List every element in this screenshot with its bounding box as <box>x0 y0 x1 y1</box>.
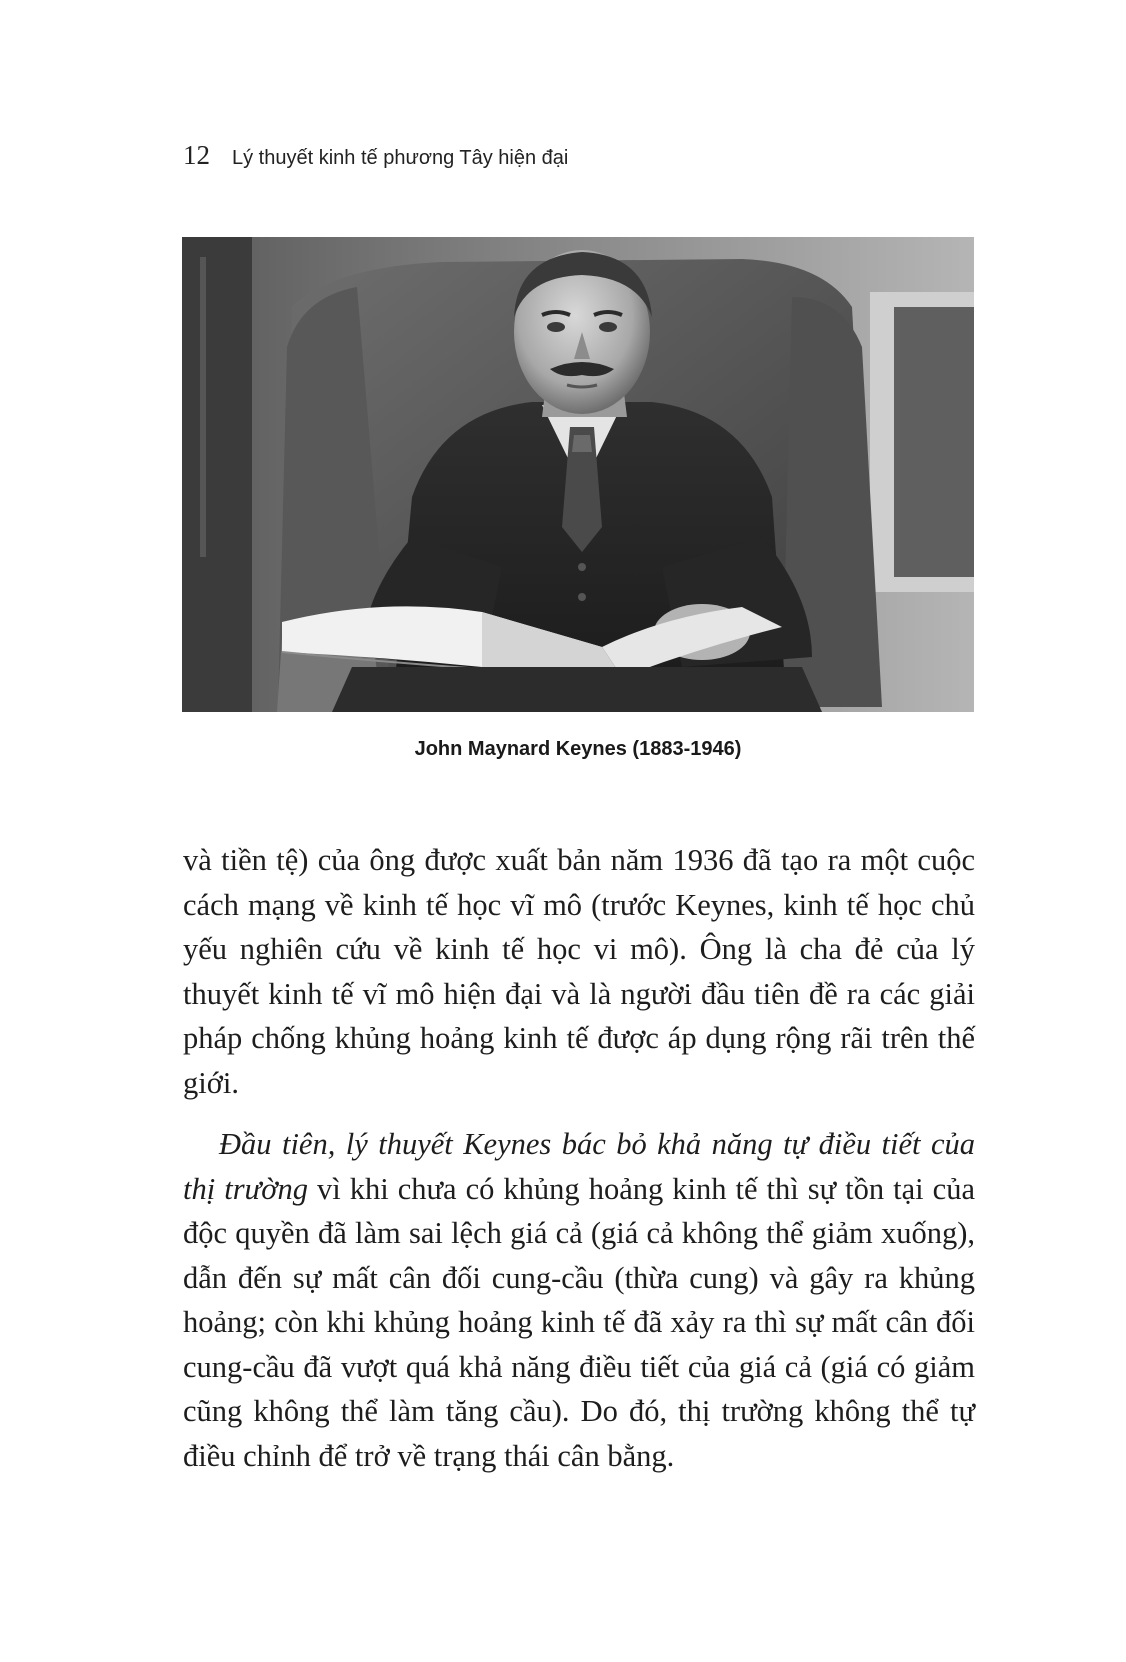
paragraph-2-italic-lead: Đầu tiên, lý thuyết Keynes bác bỏ khả năng tự điều tiết của thị trường <box>183 1127 975 1206</box>
portrait-illustration <box>182 237 974 712</box>
paragraph-2-rest: vì khi chưa có khủng hoảng kinh tế thì sự tồn tại của độc quyền đã làm sai lệch giá cả (giá cả không thể giảm xuống), dẫn đến sự mất cân đối cung-cầu (thừa cung) và gây ra khủng hoảng; còn khi khủng hoảng kinh tế đã xảy ra thì sự mất cân đối cung-cầu đã vượt quá khả năng điều tiết của giá cả (giá có giảm cũng không thể làm tăng cầu). Do đó, thị trường không thể tự điều chỉnh để trở về trạng thái cân bằng. <box>183 1171 975 1473</box>
body-text <box>183 838 975 1478</box>
page-number: 12 <box>183 140 210 170</box>
paragraph-1: và tiền tệ) của ông được xuất bản năm 1936 đã tạo ra một cuộc cách mạng về kinh tế học vĩ mô (trước Keynes, kinh tế học chủ yếu nghiên cứu về kinh tế học vi mô). Ông là cha đẻ của lý thuyết kinh tế vĩ mô hiện đại và là người đầu tiên đề ra các giải pháp chống khủng hoảng kinh tế được áp dụng rộng rãi trên thế giới. <box>183 843 975 1100</box>
book-title: Lý thuyết kinh tế phương Tây hiện đại <box>232 147 569 169</box>
running-header <box>183 140 568 180</box>
portrait-photo <box>182 237 974 712</box>
photo-caption: John Maynard Keynes (1883-1946) <box>414 738 742 760</box>
paragraph-2 <box>183 1122 975 1478</box>
